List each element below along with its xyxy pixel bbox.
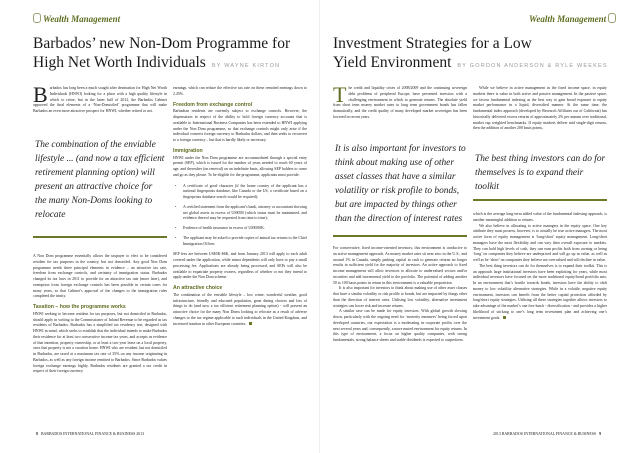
- paragraph: It is also important for investors to think about making use of other asset classes that have a similar volatility or risk profile to bonds, but are impacted by things other than the direction of interest rates. Utilising low volatility, alternative investment strategies can lower risk and increase returns.: [333, 286, 467, 308]
- pull-quote: The combination of the enviable lifestyle ... (and now a tax efficient retirement planning option) will present an attractive choice for the many Non-Doms looking to relocate: [35, 140, 165, 220]
- paragraph: While we believe in active management in the fixed income space, in equity markets there is value in both active and passive management. In the passive space, we favour fundamental indexing as the best way to gain broad exposure to equity market performance in a liquid, diversified manner. At the same time, the fundamental index approach (developed by Research Affiliates out of California) has historically delivered excess returns of approximately 2% per annum over traditional, market cap weighted benchmarks. If equity markets deliver mid single-digit returns, then the addition of another 200 basis points,: [473, 86, 607, 131]
- footer-text: BARBADOS INTERNATIONAL FINANCE & BUSINESS 2013: [40, 432, 145, 436]
- subheading-choice: An attractive choice: [173, 285, 223, 291]
- end-mark-icon: [249, 322, 252, 325]
- intro-text: arbados has long been a much sought after destination for High Net Worth Individuals (HNWI) looking for a place with a high quality lifestyle in which to retire, but in the latter half of 2012, the Barbados Cabinet approved the final elements of a ‘Non-Domiciled’ programme that will make Barbados an even more attractive prospect for HNWI, whether retired or not.: [33, 86, 167, 113]
- subheading-freedom: Freedom from exchange control: [173, 101, 253, 108]
- list-item: • Evidence of health insurance in excess of US$500K.: [183, 226, 307, 232]
- title-line-1: Investment Strategies for a Low: [333, 35, 532, 52]
- section-tag: [31, 13, 120, 24]
- title-line-1: Barbados’ new Non-Dom Programme for: [33, 35, 291, 52]
- pull-quote: It is also important for investors to think about making use of other asset classes that have a similar volatility or risk profile to bonds, but are impacted by things other than the direction of interest rates: [335, 144, 466, 224]
- article-title: [333, 34, 608, 76]
- drop-cap: B: [33, 86, 48, 107]
- pull-quote-2: The best thing investors can do for themselves is to expand their toolkit: [475, 154, 606, 192]
- footer-text: 2013 BARBADOS INTERNATIONAL FINANCE & BUSINESS: [493, 432, 597, 436]
- body-column-2-top: [473, 86, 607, 146]
- paragraph: A Non Dom programme essentially allows the taxpayer to elect to be considered resident for tax purposes in the country, but not domiciled. Any good Non Dom programme needs three principal elements in evidence – an attractive tax rate, freedom from exchange controls, and certainty of immigration status. Barbados changed its tax laws in 2011 to provide for an attractive tax rate (more later), and exemption from foreign exchange controls has been possible in certain cases for many years, so that Cabinet’s approval of the changes to the immigration rules completed the trinity.: [33, 254, 167, 299]
- intro-text: he credit and liquidity crises of 2008/2009 and the continuing sovereign debt problems of peripheral Europe, have presented investors with a challenging environment in which to generate returns. The absolute yield from short term money market rates to long term government bonds has fallen dramatically, and the credit quality of many developed market sovereigns has been lowered in recent years.: [333, 86, 467, 119]
- page-number: 9: [599, 432, 602, 436]
- paragraph: which is the average long-term added value of the fundamental indexing approach, is another meaningful addition to returns.: [473, 212, 607, 222]
- divider-rule: [33, 236, 167, 238]
- drop-cap: T: [333, 86, 347, 107]
- page-footer: [33, 432, 144, 436]
- divider-rule-2: [473, 199, 607, 201]
- section-tag-label: Wealth Management: [529, 14, 607, 24]
- right-page: [320, 0, 640, 453]
- paragraph: HNWI under the Non Dom programme are accommodated through a special entry permit (SEP), which is issued for the number of years needed to reach 60 years of age, and thereafter (on renewal) on an indefinite basis, allowing SEP holders to come and go as they please. To be eligible for the programme, applicants must provide:: [173, 155, 307, 177]
- subheading-immigration: Immigration: [173, 147, 203, 154]
- page-footer: [493, 432, 604, 436]
- byline: BY WAYNE KIRTON: [211, 63, 281, 69]
- section-tag: [529, 13, 618, 24]
- list-item: • The applicant may be asked to provide copies of annual tax returns to the Chief Immigration Officer.: [183, 236, 307, 248]
- byline: BY GORDON ANDERSON & RYLE WEEKES: [457, 63, 608, 69]
- title-line-2: Yield Environment: [333, 54, 452, 71]
- paragraph: The combination of the enviable lifestyle – low crime, wonderful weather, good infrastructure, friendly and educated population, great dining choices and lots of things to do (and now a tax efficient retirement planning option) - will present an attractive choice for the many Non Doms looking to relocate as a result of adverse changes to the tax regime applicable to such individuals in the United Kingdom, and increased taxation in other European countries.: [173, 292, 307, 326]
- paragraph: We also believe in allocating to active managers in the equity space. One key attribute they must possess, however, is to actually be true active managers. The most active form of equity management is ‘long/short’ equity management. Long/short managers have the most flexibility and can vary their overall exposure to markets. They can hold high levels of cash, they can earn profits both from owning or being ‘long’ on companies they believe are underpriced and will go up in value, as well as well as be ‘short’ on companies they believe are overvalued and will decline in value.: [473, 223, 607, 262]
- page-number: 8: [36, 432, 38, 436]
- divider-rule: [333, 235, 467, 237]
- paragraph: HNWI seeking to become resident for tax purposes, but not domiciled in Barbados, should apply in writing to the Commissioner of Inland Revenue to be regarded as tax residents of Barbados. Barbados has a simplified tax residency test, designed with HNWI in mind, which seeks to establish that the individual intends to make Barbados their residence for at least two consecutive income tax years, and accepts as evidence of that intention, property ownership, or at least a two-year lease on a local property, once that property is not a vacation home. HNWI who are resident, but not domiciled in Barbados, are taxed at a maximum tax rate of 35% on any income originating in Barbados, as well as any foreign income remitted to Barbados. Since Barbados values foreign exchange earnings highly, Barbados residents are granted a tax credit in respect of their foreign currency: [33, 311, 167, 374]
- body-column-2-bottom: [473, 212, 607, 426]
- leaf-icon: [33, 13, 41, 23]
- list-item: • A certified statement from the applicant’s bank, attorney or accountant showing net global assets in excess of US$5M (which status must be maintained, and evidence thereof may be requested from time to time);: [183, 205, 307, 222]
- subheading-taxation: Taxation – how the programme works: [33, 304, 126, 310]
- body-column-2: [173, 86, 307, 426]
- end-mark-icon: [503, 316, 506, 319]
- body-column-1: [333, 246, 467, 426]
- paragraph: For conservative, fixed income-oriented investors, this environment is conducive to an active management approach. As money market rates sit near zero in the U.S., and around 1% in Canada, simply parking capital in cash to generate returns no longer results in sufficient yield for the majority of investors. An active approach to fixed income management will allow investors to allocate to undervalued sectors and/or securities and add incremental yield to the portfolio. The potential of adding another 50 to 100 basis points in return in this environment is a valuable proposition.: [333, 246, 467, 285]
- intro-column: [33, 86, 167, 118]
- paragraph: Barbadian residents are currently subject to exchange controls. However, the dispensation in respect of the ability to hold foreign currency accounts that is available to International Business Companies has been extended to HNWI applying under the Non Dom programme, so that exchange controls might only arise if the individual converts foreign currency to Barbados dollars, and then seeks to reconvert to a foreign currency – but that is hardly likely or necessary.: [173, 109, 307, 142]
- requirements-list: [173, 184, 307, 248]
- intro-column: [333, 86, 467, 136]
- article-title: [33, 34, 290, 76]
- list-item: • A certificate of good character (if the home country of the applicant has a national fingerprints database, like Canada or the US, a certificate based on a fingerprints database search would be required);: [183, 184, 307, 201]
- paragraph: SEP fees are between US$5K-$6K, and from January 2013 will apply to each adult covered under the application, while minor dependents will only have to pay a small processing fee. Applications are already being processed, and SEPs will also be available to expatriate property owners, regardless of whether or not they intend to apply under the Non Dom scheme.: [173, 252, 307, 280]
- paragraph: The best thing investors can do for themselves is to expand their toolkit. This is an approach large institutional investors have been exploiting for years, while most individual investors have focused on the more traditional equity/bond portfolio mix. In an environment that’s hostile towards bonds, investors have the ability to shift money to low volatility alternative strategies. While in a volatile, negative equity environment, investors can benefit from the better capital protection afforded by long/short equity strategies. Utilising all these strategies together allows investors to take advantage of the market’s one free lunch - diversification - and provides a higher likelihood of sticking to one’s long term investment plan and achieving one’s investment goals.: [473, 263, 607, 320]
- paragraph: A similar case can be made for equity investors. With global growth slowing down, particularly with the ongoing need for ‘austerity measures’ being forced upon developed countries, our expectation is a moderating in corporate profits over the next several years and, consequently, a more muted environment for equity returns. In this type of environment, a focus on higher quality companies, with strong fundamentals, strong balance sheets and stable dividends is expected to outperform.: [333, 309, 467, 342]
- section-tag-label: Wealth Management: [43, 14, 121, 24]
- paragraph: earnings, which can reduce the effective tax rate on these remitted earnings down to 2.45%.: [173, 86, 307, 96]
- body-column-1: [33, 254, 167, 426]
- leaf-icon: [608, 13, 616, 23]
- title-line-2: High Net Worth Individuals: [33, 54, 206, 71]
